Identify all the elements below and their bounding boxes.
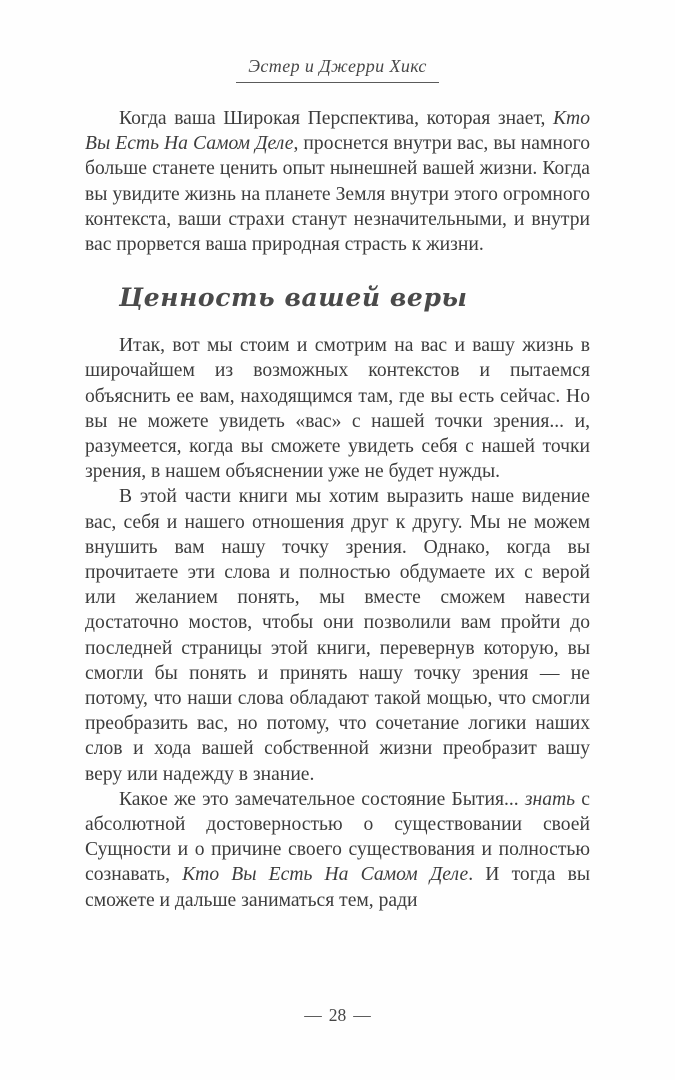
running-header — [0, 56, 675, 83]
paragraph-1 — [85, 106, 590, 257]
paragraph-3: В этой части книги мы хотим выразить наше видение вас, себя и нашего отношения друг к другу. Мы не можем внушить вам нашу точку зрения. Однако, когда вы прочитаете эти слова и полностью обдумаете их с верой или желанием понять, мы вместе сможем навести достаточно мостов, чтобы они позволили вам пройти до последней страницы этой книги, перевернув которую, вы смогли бы понять и принять нашу точку зрения — не потому, что наши слова обладают такой мощью, что смогли преобразить вас, но потому, что сочетание логики наших слов и хода вашей собственной жизни преобразит вашу веру или надежду в знание. — [85, 486, 590, 785]
page-footer — [0, 1005, 675, 1026]
author-name: Эстер и Джерри Хикс — [236, 56, 439, 83]
text-run-italic: Кто Вы Есть На Самом Деле — [182, 864, 469, 886]
text-run: с абсолютной достоверностью о существовании своей Сущности и о причине своего существования и полностью сознавать, — [85, 788, 590, 886]
paragraph-4 — [85, 787, 590, 913]
footer-ornament-right: — — [353, 1005, 371, 1025]
text-run: . И тогда вы сможете и дальше заниматься тем, ради — [85, 864, 590, 911]
footer-ornament-left: — — [304, 1005, 322, 1025]
section-heading: Ценность вашей веры — [119, 283, 468, 313]
text-run: , проснется внутри вас, вы намного больше станете ценить опыт нынешней вашей жизни. Когда вы увидите жизнь на планете Земля внутри этого огромного контекста, ваши страхи станут незначительными, и внутри вас прорвется ваша природная страсть к жизни. — [85, 133, 590, 256]
text-run: Когда ваша Широкая Перспектива, которая знает, — [119, 108, 554, 129]
page-body — [85, 106, 590, 913]
paragraph-2: Итак, вот мы стоим и смотрим на вас и вашу жизнь в широчайшем из возможных контекстов и пытаемся объяснить ее вам, находящимся там, где вы есть сейчас. Но вы не можете увидеть «вас» с нашей точки зрения... и, разумеется, когда вы сможете увидеть себя с нашей точки зрения, в нашем объяснении уже не будет нужды. — [85, 335, 590, 483]
text-run-italic: Кто Вы Есть На Самом Деле — [85, 108, 590, 155]
text-run: Какое же это замечательное состояние Бытия... — [119, 788, 525, 810]
text-run-italic: знать — [524, 788, 576, 810]
page-number: 28 — [328, 1005, 347, 1025]
